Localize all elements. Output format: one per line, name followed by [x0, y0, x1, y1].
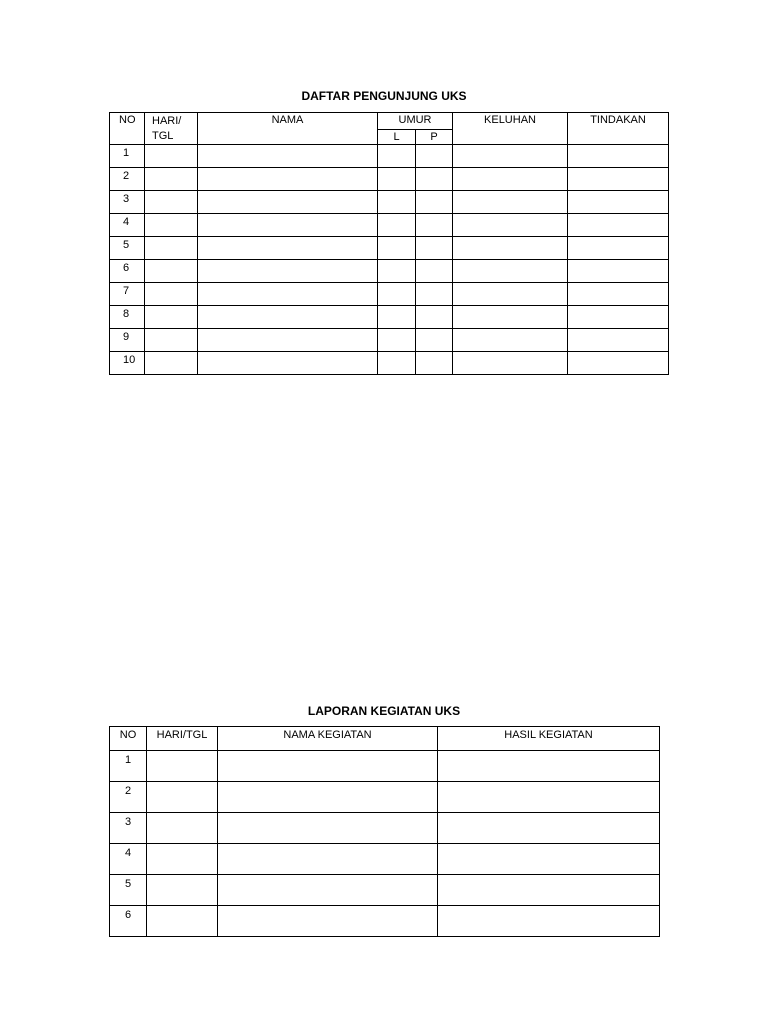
date-cell[interactable] — [145, 260, 198, 283]
activity-result-cell[interactable] — [438, 782, 660, 813]
row-number: 3 — [110, 191, 145, 214]
complaint-cell[interactable] — [453, 329, 568, 352]
header-date-line1: HARI/ — [152, 115, 182, 127]
activity-name-cell[interactable] — [218, 751, 438, 782]
age-female-cell[interactable] — [416, 168, 453, 191]
name-cell[interactable] — [198, 145, 378, 168]
table-row — [110, 782, 660, 813]
activity-table-body — [110, 751, 660, 937]
header-complaint: KELUHAN — [453, 113, 568, 145]
age-male-cell[interactable] — [378, 191, 416, 214]
action-cell[interactable] — [568, 237, 669, 260]
activity-result-cell[interactable] — [438, 875, 660, 906]
table-row — [110, 168, 669, 191]
row-number: 5 — [110, 875, 147, 906]
table-row — [110, 844, 660, 875]
age-female-cell[interactable] — [416, 237, 453, 260]
name-cell[interactable] — [198, 214, 378, 237]
date-cell[interactable] — [147, 813, 218, 844]
name-cell[interactable] — [198, 191, 378, 214]
age-male-cell[interactable] — [378, 145, 416, 168]
table-row — [110, 237, 669, 260]
age-female-cell[interactable] — [416, 306, 453, 329]
header-age-female: P — [416, 129, 453, 144]
age-female-cell[interactable] — [416, 352, 453, 375]
date-cell[interactable] — [145, 214, 198, 237]
header-date — [145, 113, 198, 145]
table-row — [110, 214, 669, 237]
date-cell[interactable] — [145, 237, 198, 260]
row-number: 2 — [110, 168, 145, 191]
age-male-cell[interactable] — [378, 260, 416, 283]
action-cell[interactable] — [568, 214, 669, 237]
table-row — [110, 906, 660, 937]
name-cell[interactable] — [198, 168, 378, 191]
date-cell[interactable] — [147, 751, 218, 782]
row-number: 7 — [110, 283, 145, 306]
header-name: NAMA — [198, 113, 378, 145]
row-number: 9 — [110, 329, 145, 352]
age-male-cell[interactable] — [378, 306, 416, 329]
date-cell[interactable] — [145, 283, 198, 306]
age-female-cell[interactable] — [416, 283, 453, 306]
action-cell[interactable] — [568, 283, 669, 306]
row-number: 3 — [110, 813, 147, 844]
action-cell[interactable] — [568, 260, 669, 283]
activity-name-cell[interactable] — [218, 782, 438, 813]
date-cell[interactable] — [145, 191, 198, 214]
complaint-cell[interactable] — [453, 260, 568, 283]
header-date: HARI/TGL — [147, 727, 218, 751]
row-number: 10 — [110, 352, 145, 375]
age-female-cell[interactable] — [416, 329, 453, 352]
date-cell[interactable] — [145, 145, 198, 168]
activity-result-cell[interactable] — [438, 906, 660, 937]
row-number: 1 — [110, 751, 147, 782]
table-row — [110, 875, 660, 906]
header-date-line2: TGL — [152, 130, 174, 142]
date-cell[interactable] — [145, 352, 198, 375]
action-cell[interactable] — [568, 145, 669, 168]
activity-result-cell[interactable] — [438, 751, 660, 782]
table-row — [110, 283, 669, 306]
date-cell[interactable] — [145, 306, 198, 329]
activity-table-title: LAPORAN KEGIATAN UKS — [307, 704, 461, 718]
row-number: 1 — [110, 145, 145, 168]
activity-name-cell[interactable] — [218, 813, 438, 844]
date-cell[interactable] — [147, 906, 218, 937]
action-cell[interactable] — [568, 191, 669, 214]
header-activity-result: HASIL KEGIATAN — [438, 727, 660, 751]
age-male-cell[interactable] — [378, 352, 416, 375]
complaint-cell[interactable] — [453, 214, 568, 237]
date-cell[interactable] — [145, 329, 198, 352]
action-cell[interactable] — [568, 329, 669, 352]
table-row — [110, 145, 669, 168]
row-number: 8 — [110, 306, 145, 329]
age-male-cell[interactable] — [378, 168, 416, 191]
date-cell[interactable] — [147, 782, 218, 813]
name-cell[interactable] — [198, 237, 378, 260]
row-number: 5 — [110, 237, 145, 260]
header-action: TINDAKAN — [568, 113, 669, 145]
complaint-cell[interactable] — [453, 168, 568, 191]
visitor-table-body — [110, 145, 669, 375]
name-cell[interactable] — [198, 329, 378, 352]
table-row — [110, 329, 669, 352]
date-cell[interactable] — [147, 875, 218, 906]
age-male-cell[interactable] — [378, 283, 416, 306]
name-cell[interactable] — [198, 352, 378, 375]
activity-result-cell[interactable] — [438, 813, 660, 844]
row-number: 4 — [110, 214, 145, 237]
complaint-cell[interactable] — [453, 237, 568, 260]
row-number: 4 — [110, 844, 147, 875]
table-row — [110, 260, 669, 283]
complaint-cell[interactable] — [453, 283, 568, 306]
activity-name-cell[interactable] — [218, 875, 438, 906]
row-number: 6 — [110, 260, 145, 283]
header-age: UMUR — [378, 113, 453, 130]
header-no: NO — [110, 727, 147, 751]
age-female-cell[interactable] — [416, 145, 453, 168]
activity-table — [109, 726, 660, 937]
table-row — [110, 306, 669, 329]
header-age-male: L — [378, 129, 416, 144]
row-number: 6 — [110, 906, 147, 937]
table-row — [110, 352, 669, 375]
age-female-cell[interactable] — [416, 191, 453, 214]
visitor-table — [109, 112, 669, 375]
name-cell[interactable] — [198, 283, 378, 306]
activity-name-cell[interactable] — [218, 844, 438, 875]
activity-name-cell[interactable] — [218, 906, 438, 937]
visitor-table-title: DAFTAR PENGUNJUNG UKS — [301, 89, 467, 103]
complaint-cell[interactable] — [453, 352, 568, 375]
header-no: NO — [110, 113, 145, 145]
date-cell[interactable] — [145, 168, 198, 191]
activity-result-cell[interactable] — [438, 844, 660, 875]
age-female-cell[interactable] — [416, 260, 453, 283]
table-row — [110, 751, 660, 782]
age-male-cell[interactable] — [378, 214, 416, 237]
complaint-cell[interactable] — [453, 306, 568, 329]
header-activity-name: NAMA KEGIATAN — [218, 727, 438, 751]
name-cell[interactable] — [198, 306, 378, 329]
complaint-cell[interactable] — [453, 191, 568, 214]
age-female-cell[interactable] — [416, 214, 453, 237]
age-male-cell[interactable] — [378, 237, 416, 260]
date-cell[interactable] — [147, 844, 218, 875]
row-number: 2 — [110, 782, 147, 813]
action-cell[interactable] — [568, 168, 669, 191]
name-cell[interactable] — [198, 260, 378, 283]
complaint-cell[interactable] — [453, 145, 568, 168]
table-row — [110, 813, 660, 844]
action-cell[interactable] — [568, 306, 669, 329]
table-row — [110, 191, 669, 214]
age-male-cell[interactable] — [378, 329, 416, 352]
action-cell[interactable] — [568, 352, 669, 375]
